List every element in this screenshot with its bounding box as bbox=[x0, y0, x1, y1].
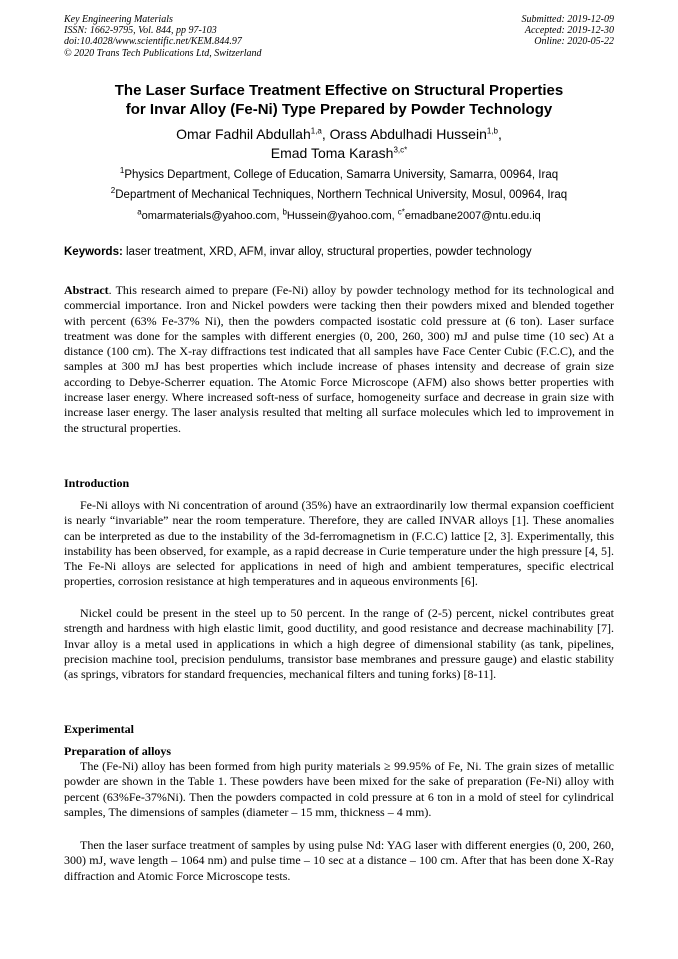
introduction-heading: Introduction bbox=[64, 476, 130, 490]
affiliation-1-text: Physics Department, College of Education, Samarra University, Samarra, 00964, Iraq bbox=[124, 169, 559, 181]
journal-name: Key Engineering Materials bbox=[64, 14, 173, 25]
date-online: Online: 2020-05-22 bbox=[534, 36, 614, 48]
affiliation-2-text: Department of Mechanical Techniques, Northern Technical University, Mosul, 00964, Iraq bbox=[115, 189, 568, 201]
publication-dates bbox=[522, 14, 615, 48]
journal-info bbox=[64, 14, 262, 59]
journal-doi: doi:10.4028/www.scientific.net/KEM.844.97 bbox=[64, 36, 242, 48]
author-2-affil: 1,b bbox=[486, 126, 498, 136]
email-b-marker: b bbox=[282, 207, 287, 217]
affiliation-2 bbox=[30, 186, 648, 201]
abstract-text: . This research aimed to prepare (Fe-Ni) alloy by powder technology method for its technological and commercial importance. Iron and Nickel powders were tacking then their powders mixed and blended together with percent (63% Fe-37% Ni), then the powders compacted isostatic cold pressure at (6 ton). Laser surface treatment was done for the samples with different energies (0, 200, 260, 300) mJ and pulse time (10 sec) At a distance (100 cm). The X-ray diffractions test indicated that all samples have Face Center Cubic (F.C.C), and the samples at 300 mJ has best properties which include increase of phases intensity and decrease of grain size according to Debye-Scherrer equation. The Atomic Force Microscope (AFM) also shows better properties with increase laser energy. Where increased soft-ness of surface, homogeneity surface and decrease in grain size with increase laser energy. The laser analysis resulted that melting all surface molecules which led to improvement in the structural properties. bbox=[64, 283, 614, 435]
email-b: Hussein@yahoo.com, bbox=[286, 210, 398, 222]
author-3-affil: 3,c* bbox=[393, 145, 408, 155]
affiliation-1-marker: 1 bbox=[119, 166, 125, 176]
author-3-name: Emad Toma Karash bbox=[270, 145, 394, 161]
email-a-marker: a bbox=[137, 207, 142, 217]
keywords bbox=[64, 246, 624, 258]
experimental-heading: Experimental bbox=[64, 722, 134, 736]
email-a: omarmaterials@yahoo.com, bbox=[141, 210, 283, 222]
preparation-paragraph-1: The (Fe-Ni) alloy has been formed from high purity materials ≥ 99.95% of Fe, Ni. The grain sizes of metallic powder are shown in the Table 1. These powders have been mixed for the sake of preparation (Fe-Ni) alloy with percent (63%Fe-37%Ni). Then the powders compacted in cold pressure at 6 ton in a mold of steel for cylindrical samples, The dimensions of samples (diameter – 15 mm, thickness – 4 mm). bbox=[64, 759, 614, 819]
journal-issn: ISSN: 1662-9795, Vol. 844, pp 97-103 bbox=[64, 25, 217, 37]
preparation-subheading: Preparation of alloys bbox=[64, 744, 172, 758]
date-submitted: Submitted: 2019-12-09 bbox=[521, 14, 614, 25]
introduction-paragraph-2: Nickel could be present in the steel up to 50 percent. In the range of (2-5) percent, nickel contributes great strength and hardness with high elastic limit, good ductility, and good resistance and decrease machinability [7]. Invar alloy is a metal used in applications in which a high degree of dimensional stability (as tank, pipelines, precision machine tool, precision pendulums, transistor base membranes and pressure gauge) and elastic stability (as springs, vibrators for standard frequencies, mechanical filters and tuning forks) [8-11]. bbox=[64, 606, 614, 682]
date-accepted: Accepted: 2019-12-30 bbox=[524, 25, 614, 37]
author-1-affil: 1,a bbox=[310, 126, 322, 136]
email-c: emadbane2007@ntu.edu.iq bbox=[404, 210, 541, 222]
authors-line-1: Omar Fadhil Abdullah$^{1,a}$, Orass Abdulhadi Hussein$^{1,b}$, bbox=[176, 126, 502, 142]
authors-line-2 bbox=[40, 144, 638, 163]
author-1-name: Omar Fadhil Abdullah bbox=[176, 126, 311, 142]
author-emails bbox=[30, 207, 648, 222]
preparation-paragraph-2: Then the laser surface treatment of samples by using pulse Nd: YAG laser with different energies (0, 200, 260, 300) mJ, wave length – 1064 nm) and pulse time – 10 sec at a distance – 100 cm. After that has been done X-Ray diffraction and Atomic Force Microscope tests. bbox=[64, 838, 614, 883]
affiliation-2-marker: 2 bbox=[110, 186, 116, 196]
abstract-label: Abstract bbox=[64, 283, 109, 297]
paper-title bbox=[40, 81, 638, 119]
email-c-marker: c* bbox=[397, 207, 405, 217]
journal-copyright: © 2020 Trans Tech Publications Ltd, Switzerland bbox=[64, 47, 262, 59]
author-list bbox=[40, 125, 638, 163]
title-line-1: The Laser Surface Treatment Effective on Structural Properties bbox=[114, 82, 564, 99]
introduction-paragraph-1: Fe-Ni alloys with Ni concentration of around (35%) have an extraordinarily low thermal expansion coefficient is nearly “invariable” near the room temperature. Therefore, they are called INVAR alloys [1]. These anomalies can be interpreted as due to the instability of the 3d-ferromagnetism in (F.C.C) lattice [2, 3]. Experimentally, this instability has been observed, for example, as a rapid decrease in Curie temperature under the high pressure [4, 5]. The Fe-Ni alloys are selected for applications in need of high and ambient temperatures, specific electrical properties, corrosion resistance at high temperatures and in aqueous environments [6]. bbox=[64, 498, 614, 589]
keywords-label: Keywords: bbox=[64, 246, 123, 258]
keywords-text: laser treatment, XRD, AFM, invar alloy, structural properties, powder technology bbox=[122, 246, 532, 258]
abstract bbox=[64, 283, 614, 436]
affiliation-1 bbox=[30, 166, 648, 181]
title-line-2: for Invar Alloy (Fe-Ni) Type Prepared by Powder Technology bbox=[125, 101, 553, 118]
author-2-name: Orass Abdulhadi Hussein bbox=[329, 126, 487, 142]
